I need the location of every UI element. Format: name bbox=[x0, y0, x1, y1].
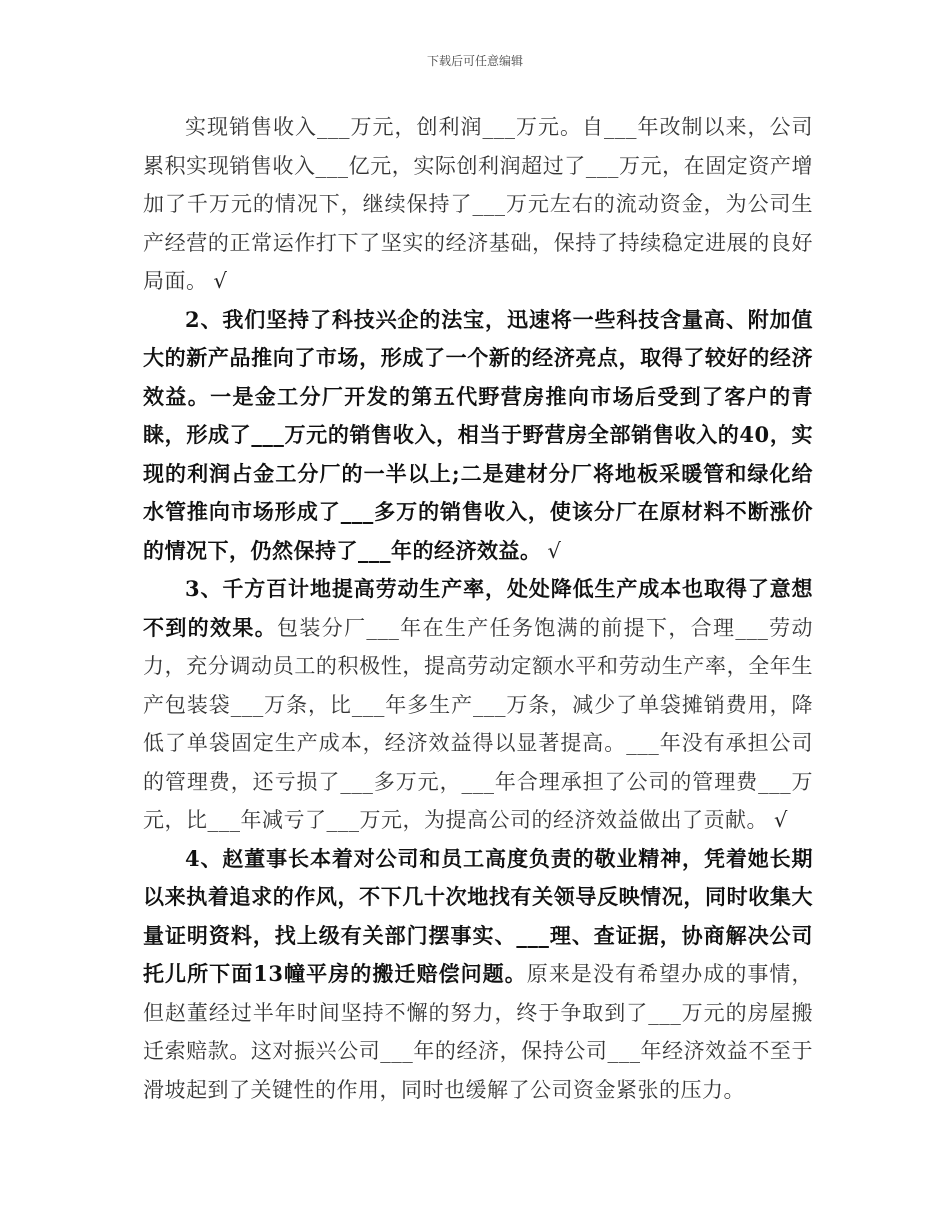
paragraph-1-body: 实现销售收入___万元，创利润___万元。自___年改制以来，公司累积实现销售收入___亿元，实际创利润超过了___万元，在固定资产增加了千万元的情况下，继续保持了___万元左右的流动资金，为公司生产经营的正常运作打下了坚实的经济基础，保持了持续稳定进展的良好局面。 bbox=[143, 115, 813, 293]
paragraph-3-lead: 3、千方百计地提高劳动生产率，处处降低生产成本也取得了意想不到的效果。 bbox=[143, 576, 813, 640]
paragraph-1 bbox=[143, 108, 813, 301]
paragraph-2-lead: 2、我们坚持了科技兴企的法宝，迅速将一些科技含量高、附加值大的新产品推向了市场，形成了一个新的经济亮点，取得了较好的经济效益。一是金工分厂开发的第五代野营房推向市场后受到了客户的青睐，形成了___万元的销售收入，相当于野营房全部销售收入的40，实现的利润占金工分厂的一半以上;二是建材分厂将地板采暖管和绿化给水管推向市场形成了___多万的销售收入，使该分厂在原材料不断涨价的情况下，仍然保持了___年的经济效益。 bbox=[143, 306, 813, 563]
check-mark: √ bbox=[774, 808, 788, 832]
paragraph-3 bbox=[143, 570, 813, 840]
page-header: 下载后可任意编辑 bbox=[426, 54, 523, 68]
paragraph-2 bbox=[143, 301, 813, 571]
paragraph-3-body: 包装分厂___年在生产任务饱满的前提下，合理___劳动力，充分调动员工的积极性，提高劳动定额水平和劳动生产率，全年生产包装袋___万条，比___年多生产___万条，减少了单袋摊销费用，降低了单袋固定生产成本，经济效益得以显著提高。___年没有承担公司的管理费，还亏损了___多万元，___年合理承担了公司的管理费___万元，比___年减亏了___万元，为提高公司的经济效益做出了贡献。 bbox=[143, 615, 814, 832]
document-body bbox=[143, 108, 813, 1109]
paragraph-4-body: 原来是没有希望办成的事情，但赵董经过半年时间坚持不懈的努力，终于争取到了___万元的房屋搬迁索赔款。这对振兴公司___年的经济，保持公司___年经济效益不至于滑坡起到了关键性的作用，同时也缓解了公司资金紧张的压力。 bbox=[143, 962, 813, 1102]
check-mark: √ bbox=[547, 538, 562, 563]
paragraph-4 bbox=[143, 840, 813, 1110]
paragraph-4-lead: 4、赵董事长本着对公司和员工高度负责的敬业精神，凭着她长期以来执着追求的作风，不下几十次地找有关领导反映情况，同时收集大量证明资料，找上级有关部门摆事实、___理、查证据，协商解决公司托儿所下面13幢平房的搬迁赔偿问题。 bbox=[143, 845, 813, 986]
check-mark: √ bbox=[213, 269, 228, 293]
